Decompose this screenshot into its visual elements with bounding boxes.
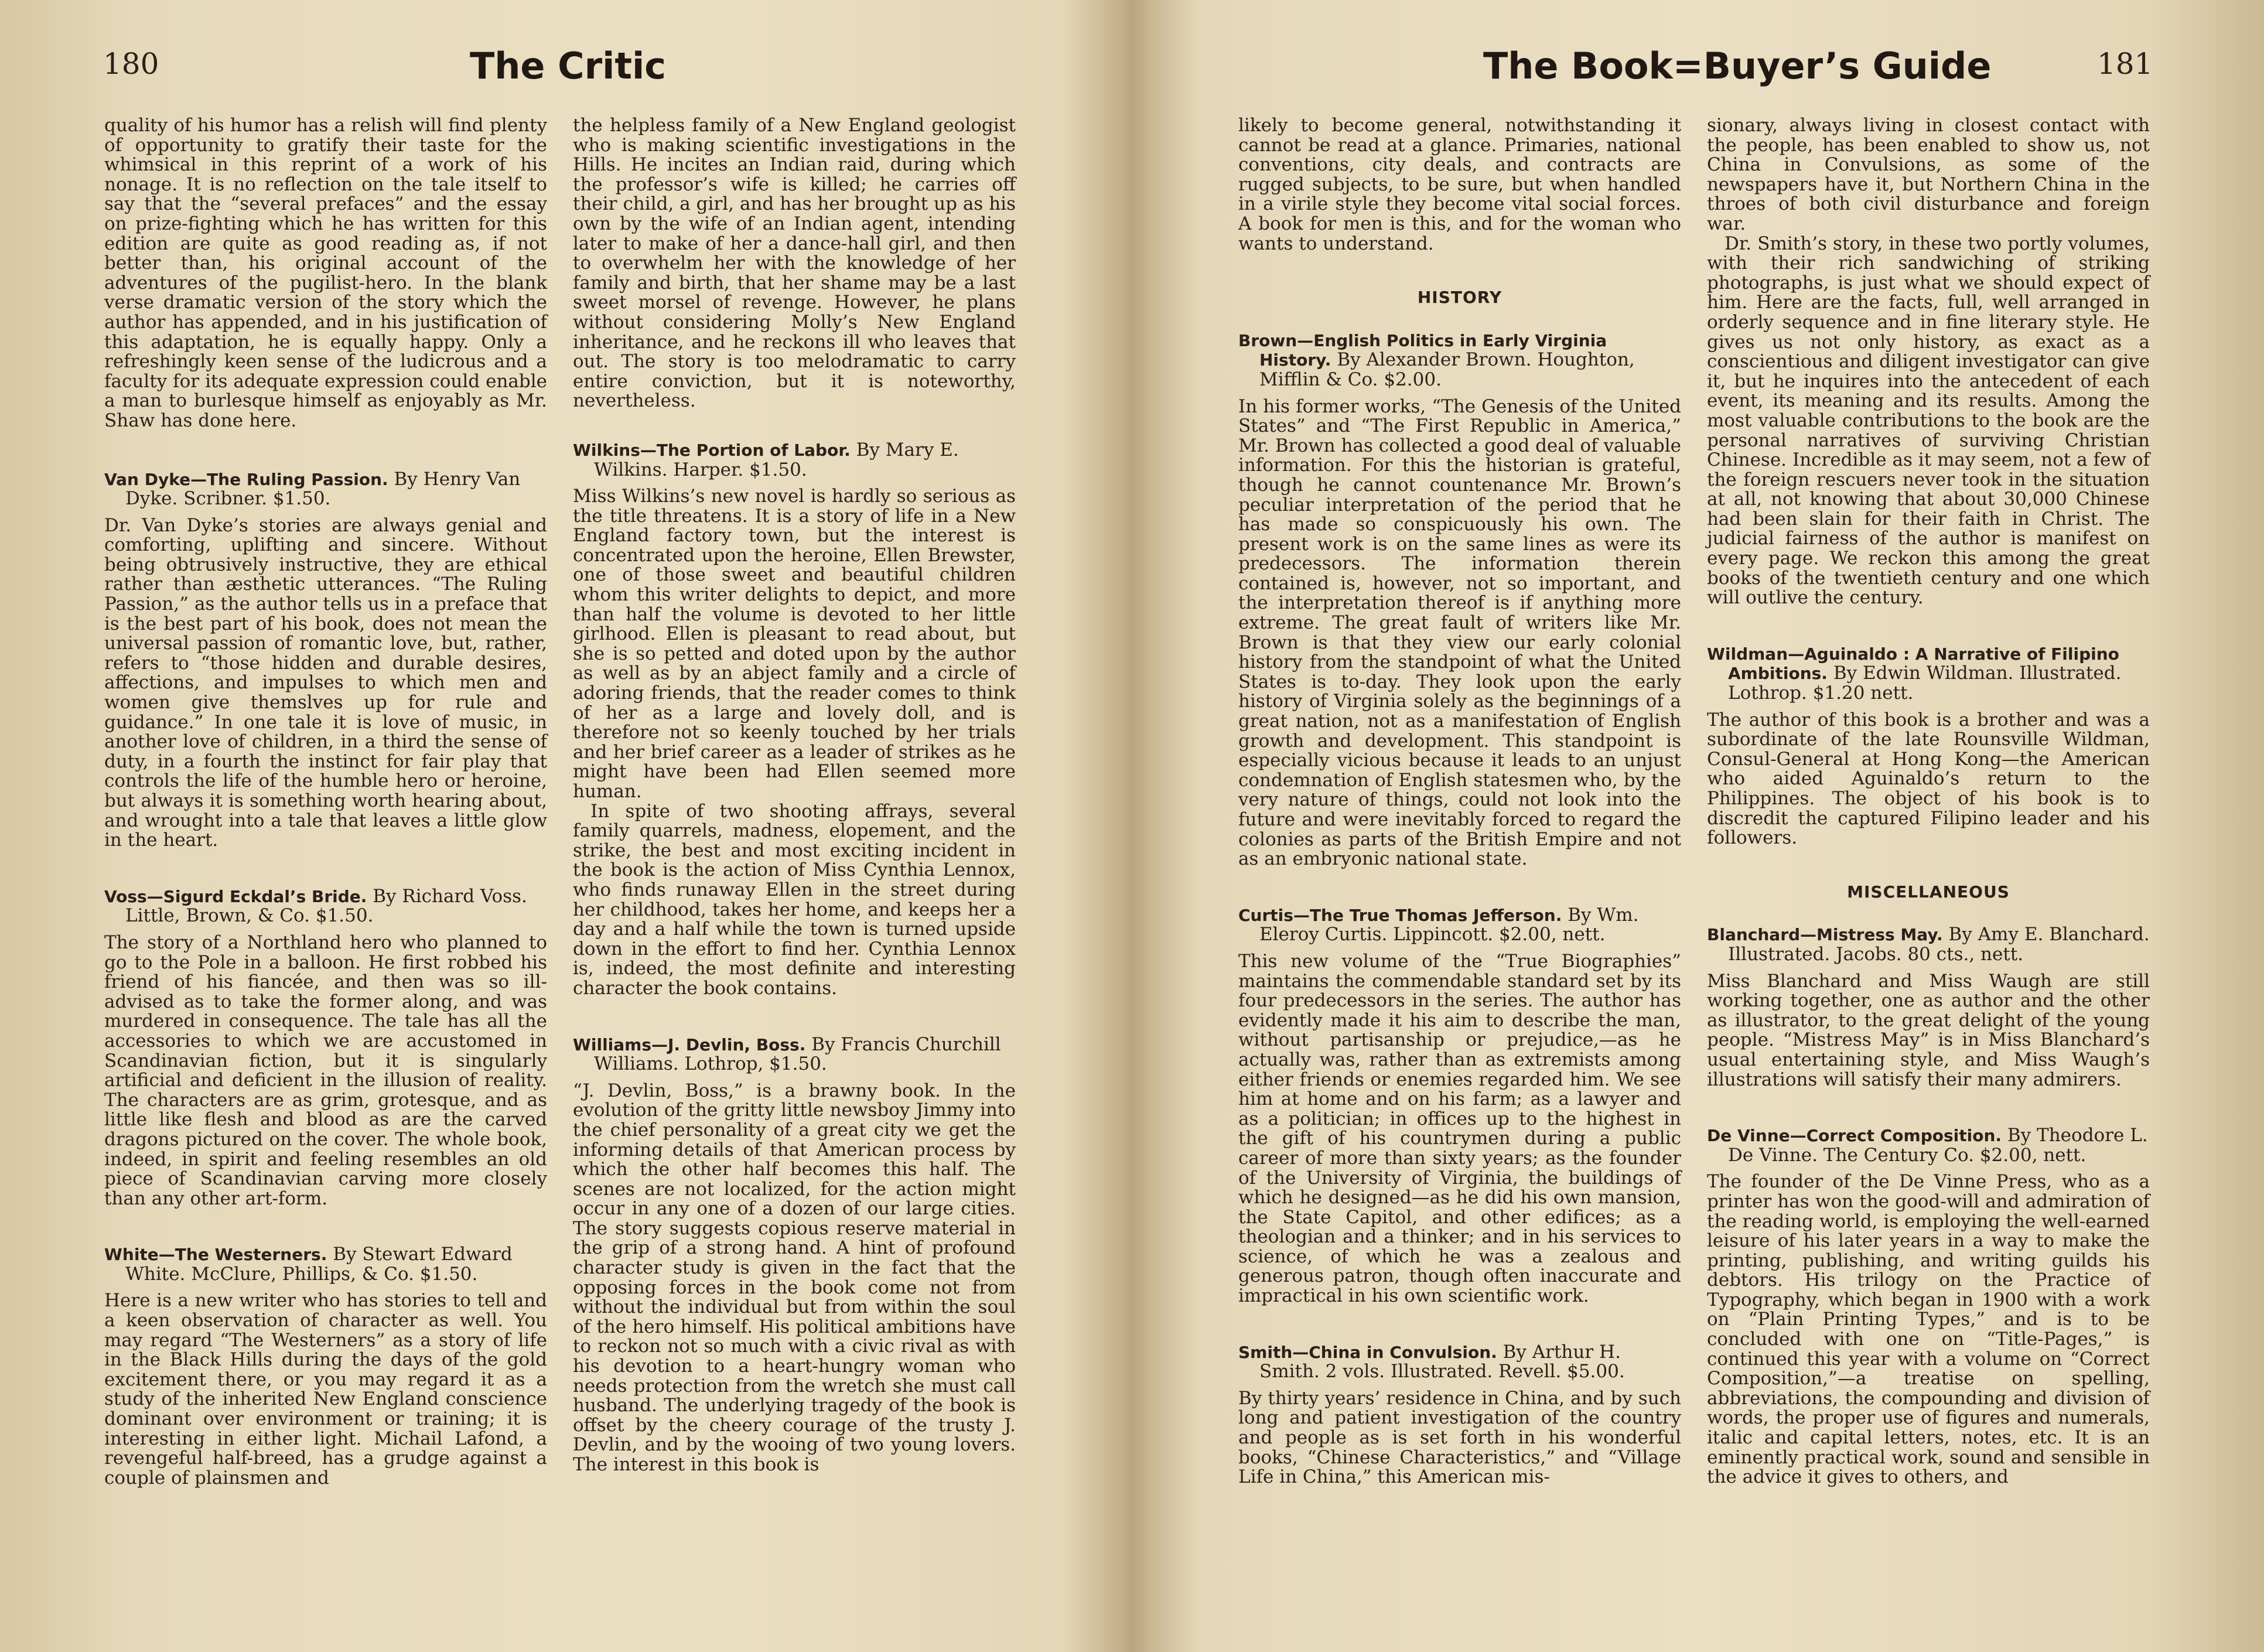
entry-heading bbox=[1238, 906, 1681, 945]
continuation-text: sionary, always living in closest contact with the people, has been enabled to show us, not China in Convulsions, as some of the newspapers have it, but Northern China in the throes of both civil disturbance and foreign war. bbox=[1707, 115, 2150, 234]
entry-details: By Mary E. Wilkins. Harper. $1.50. bbox=[594, 439, 959, 480]
section-heading-miscellaneous: MISCELLANEOUS bbox=[1847, 882, 2010, 902]
entry-details: By Amy E. Blanchard. Illustrated. Jacobs. 80 cts., nett. bbox=[1728, 924, 2150, 965]
entry-heading bbox=[104, 470, 547, 509]
running-head: The Book=Buyer’s Guide bbox=[1483, 45, 1992, 87]
entry-heading bbox=[104, 1245, 547, 1284]
entry-details: By Henry Van Dyke. Scribner. $1.50. bbox=[125, 468, 521, 510]
review-entry bbox=[104, 470, 547, 851]
review-entry bbox=[1238, 331, 1681, 869]
entry-paragraph: Here is a new writer who has stories to tell and a keen observation of character as well. You may regard “The Westerners” as a story of life in the Black Hills during the days of the gold excitement there, or you may regard it as a study of the inherited New England conscience dominant over environment or training; it is interesting in either light. Michail Lafond, a revengeful half-breed, has a grudge against a couple of plainsmen and bbox=[104, 1290, 547, 1489]
page-number: 181 bbox=[2097, 47, 2153, 81]
entry-details: By Richard Voss. Little, Brown, & Co. $1.50. bbox=[125, 885, 527, 927]
right-page-column-2 bbox=[1707, 116, 2150, 1487]
section-heading-history: HISTORY bbox=[1417, 288, 1502, 308]
left-page bbox=[0, 0, 1113, 1652]
entry-paragraph: Miss Wilkins’s new novel is hardly so serious as the title threatens. It is a story of life in a New England factory town, but the interest is concentrated upon the heroine, Ellen Brewster, one of those sweet and beautiful children whom this writer delights to depict, and more than half the volume is devoted to her little girlhood. Ellen is pleasant to read about, but she is so petted and doted upon by the author as well as by an abject family and a circle of adoring friends, that the reader comes to think of her as a large and lovely doll, and is therefore not so keenly touched by her trials and her brief career as a leader of strikes as he might have been had Ellen seemed more human. bbox=[573, 486, 1016, 802]
entry-paragraph: “J. Devlin, Boss,” is a brawny book. In the evolution of the gritty little newsboy Jimmy into the chief personality of a great city we get the informing details of that American process by which the other half becomes this half. The scenes are not localized, for the action might occur in any one of a dozen of our large cities. The story suggests copious reserve material in the grip of a strong hand. A hint of profound character study is given in the fact that the opposing forces in the book come not from without the individual but from within the soul of the hero himself. His political ambitions have to reckon not so much with a civic rival as with his devotion to a heart-hungry woman who needs protection from the wretch she must call husband. The underlying tragedy of the book is offset by the cheery courage of the trusty J. Devlin, and by the wooing of two young lovers. The interest in this book is bbox=[573, 1080, 1016, 1475]
entry-paragraph: Dr. Van Dyke’s stories are always genial and comforting, uplifting and sincere. Without being obtrusively instructive, they are ethical rather than æsthetic utterances. “The Ruling Passion,” as the author tells us in a preface that is the best part of his book, does not mean the universal passion of romantic love, but, rather, refers to “those hidden and durable desires, affections, and impulses to which men and women give themslves up for rule and guidance.” In one tale it is love of music, in another love of children, in a third the sense of duty, in a fourth the instinct for fair play that controls the life of the humble hero or heroine, but always it is something worth hearing about, and wrought into a tale that leaves a little glow in the heart. bbox=[104, 514, 547, 851]
entry-title: Blanchard—Mistress May. bbox=[1707, 925, 1943, 945]
page-number: 180 bbox=[103, 47, 159, 81]
entry-heading bbox=[104, 887, 547, 926]
review-entry bbox=[1238, 1343, 1681, 1487]
continuation-text: likely to become general, notwithstanding it cannot be read at a glance. Primaries, national conventions, city deals, and contracts are rugged subjects, to be sure, but when handled in a virile style they become vital social forces. A book for men is this, and for the woman who wants to understand. bbox=[1238, 115, 1681, 254]
entry-paragraph: In his former works, “The Genesis of the United States” and “The First Republic in America,” Mr. Brown has collected a good deal of valuable information. For this the historian is grateful, though he cannot countenance Mr. Brown’s peculiar interpretation of the period that he has made so conspicuously his own. The present work is on the same lines as were its predecessors. The information therein contained is, however, not so important, and the interpretation thereof is if anything more extreme. The great fault of writers like Mr. Brown is that they view our early colonial history from the standpoint of what the United States is to-day. They look upon the early history of Virginia solely as the beginnings of a great nation, not as a manifestation of English growth and development. This standpoint is especially vicious because it leads to an unjust condemnation of English statesmen who, by the very nature of things, could not look into the future and were inevitably forced to regard the colonies as parts of the British Empire and not as an embryonic national state. bbox=[1238, 395, 1681, 870]
entry-title: Van Dyke—The Ruling Passion. bbox=[104, 469, 388, 489]
entry-heading bbox=[1707, 644, 2150, 704]
right-page bbox=[1148, 0, 2264, 1652]
review-entry bbox=[104, 1245, 547, 1488]
review-entry bbox=[573, 1035, 1016, 1475]
entry-heading bbox=[573, 1035, 1016, 1074]
right-page-column-1 bbox=[1238, 116, 1681, 1487]
entry-paragraph: The story of a Northland hero who planned to go to the Pole in a balloon. He first robbed his friend of his fiancée, and then was so ill-advised as to take the former along, and was murdered in consequence. The tale has all the accessories to which we are accustomed in Scandinavian fiction, but it is singularly artificial and deficient in the illusion of reality. The characters are as grim, grotesque, and as little like flesh and blood as are the carved dragons pictured on the cover. The whole book, indeed, in spirit and feeling resembles an old piece of Scandinavian carving more closely than any other art-form. bbox=[104, 931, 547, 1209]
review-entry bbox=[104, 887, 547, 1209]
entry-title: Brown—English Politics in Early Virginia History. bbox=[1238, 330, 1607, 370]
entry-details: By Stewart Edward White. McClure, Phillips, & Co. $1.50. bbox=[125, 1244, 513, 1285]
continuation-text: the helpless family of a New England geologist who is making scientific investigations in the Hills. He incites an Indian raid, during which the professor’s wife is killed; he carries off their child, a girl, and has her brought up as his own by the wife of an Indian agent, intending later to make of her a dance-hall girl, and then to overwhelm her with the knowledge of her family and birth, that her shame may be a last sweet morsel of revenge. However, he plans without considering Molly’s New England inheritance, and he reckons ill who leaves that out. The story is too melodramatic to carry entire conviction, but it is noteworthy, nevertheless. bbox=[573, 115, 1016, 412]
entry-details: By Wm. Eleroy Curtis. Lippincott. $2.00, nett. bbox=[1259, 904, 1639, 946]
entry-title: White—The Westerners. bbox=[104, 1245, 327, 1265]
review-entry bbox=[1707, 1126, 2150, 1487]
entry-details: By Edwin Wildman. Illustrated. Lothrop. $1.20 nett. bbox=[1728, 663, 2122, 704]
entry-heading bbox=[1238, 331, 1681, 390]
entry-title: Voss—Sigurd Eckdal’s Bride. bbox=[104, 886, 367, 906]
entry-title: Williams—J. Devlin, Boss. bbox=[573, 1035, 806, 1054]
entry-title: Smith—China in Convulsion. bbox=[1238, 1342, 1497, 1362]
review-entry bbox=[1238, 906, 1681, 1306]
entry-paragraph: Miss Blanchard and Miss Waugh are still working together, one as author and the other as illustrator, to the great delight of the young people. “Mistress May” is in Miss Blanchard’s usual entertaining style, and Miss Waugh’s illustrations will satisfy their many admirers. bbox=[1707, 970, 2150, 1090]
entry-paragraph: This new volume of the “True Biographies” maintains the commendable standard set by its four predecessors in the series. The author has evidently made it his aim to describe the man, without partisanship or prejudice,—as he actually was, rather than as extremists among either friends or enemies regarded him. We see him at home and on his farm; as a lawyer and as a politician; in offices up to the highest in the gift of his countrymen during a public career of more than sixty years; as the founder of the University of Virginia, the buildings of which he designed—as he did his own mansion, the State Capitol, and other edifices; as a theologian and a thinker; and in his services to science, of which he was a zealous and generous patron, though often inaccurate and impractical in his own scientific work. bbox=[1238, 950, 1681, 1307]
entry-paragraph: In spite of two shooting affrays, several family quarrels, madness, elopement, and the strike, the best and most exciting incident in the book is the action of Miss Cynthia Lennox, who finds runaway Ellen in the street during her childhood, takes her home, and keeps her a day and a half while the town is turned upside down in the effort to find her. Cynthia Lennox is, indeed, the most definite and interesting character the book contains. bbox=[573, 800, 1016, 999]
left-page-column-1 bbox=[104, 116, 547, 1488]
entry-title: Wilkins—The Portion of Labor. bbox=[573, 440, 851, 460]
entry-details: By Alexander Brown. Houghton, Mifflin & Co. $2.00. bbox=[1259, 349, 1635, 390]
entry-heading bbox=[573, 441, 1016, 480]
continuation-text: quality of his humor has a relish will find plenty of opportunity to gratify their taste for the whimsical in this reprint of a work of his nonage. It is no reflection on the tale itself to say that the “several prefaces” and the essay on prize-fighting which he has written for this edition are quite as good reading as, if not better than, his original account of the adventures of the pugilist-hero. In the blank verse dramatic version of the story which the author has appended, and in his justification of this adaptation, he is equally happy. Only a refreshingly keen sense of the ludicrous and a faculty for its adequate expression could enable a man to burlesque himself as enjoyably as Mr. Shaw has done here. bbox=[104, 115, 547, 431]
continuation-text: Dr. Smith’s story, in these two portly volumes, with their rich sandwiching of striking photographs, is just what we should expect of him. Here are the facts, full, well arranged in orderly sequence and in fine literary style. He gives us not only history, as exact as a conscientious and diligent investigator can give it, but he inquires into the antecedent of each event, its meaning and its results. Among the most valuable contributions to the book are the personal narratives of surviving Christian Chinese. Incredible as it may seem, not a few of the foreign rescuers never took in the situation at all, not knowing that about 30,000 Chinese had been slain for their faith in Christ. The judicial fairness of the author is manifest on every page. We reckon this among the great books of the twentieth century and one which will outlive the century. bbox=[1707, 233, 2150, 609]
entry-details: By Francis Churchill Williams. Lothrop, $1.50. bbox=[594, 1033, 1001, 1075]
review-entry bbox=[1707, 925, 2150, 1090]
entry-details: By Arthur H. Smith. 2 vols. Illustrated. Revell. $5.00. bbox=[1259, 1341, 1625, 1383]
running-head: The Critic bbox=[470, 45, 667, 87]
left-page-column-2 bbox=[573, 116, 1016, 1475]
entry-details: By Theodore L. De Vinne. The Century Co. $2.00, nett. bbox=[1728, 1125, 2148, 1166]
entry-heading bbox=[1238, 1343, 1681, 1382]
entry-title: De Vinne—Correct Composition. bbox=[1707, 1126, 2002, 1146]
entry-paragraph: The author of this book is a brother and was a subordinate of the late Rounsville Wildman, Consul-General at Hong Kong—the American who aided Aguinaldo’s return to the Philippines. The object of his book is to discredit the captured Filipino leader and his followers. bbox=[1707, 709, 2150, 849]
entry-paragraph: The founder of the De Vinne Press, who as a printer has won the good-will and admiration of the reading world, is employing the well-earned leisure of his later years in a way to make the printing, publishing, and writing guilds his debtors. His trilogy on the Practice of Typography, which began in 1900 with a work on “Plain Printing Types,” and is to be concluded with one on “Title-Pages,” is continued this year with a volume on “Correct Composition,”—a treatise on spelling, abbreviations, the compounding and division of words, the proper use of figures and numerals, italic and capital letters, notes, etc. It is an eminently practical work, sound and sensible in the advice it gives to others, and bbox=[1707, 1171, 2150, 1488]
entry-paragraph: By thirty years’ residence in China, and by such long and patient investigation of the country and people as is set forth in his wonderful books, “Chinese Characteristics,” and “Village Life in China,” this American mis- bbox=[1238, 1387, 1681, 1488]
review-entry bbox=[573, 441, 1016, 999]
entry-title: Curtis—The True Thomas Jefferson. bbox=[1238, 905, 1562, 925]
entry-heading bbox=[1707, 925, 2150, 964]
entry-heading bbox=[1707, 1126, 2150, 1165]
entry-title: Wildman—Aguinaldo : A Narrative of Filipino Ambitions. bbox=[1707, 644, 2119, 684]
review-entry bbox=[1707, 644, 2150, 848]
